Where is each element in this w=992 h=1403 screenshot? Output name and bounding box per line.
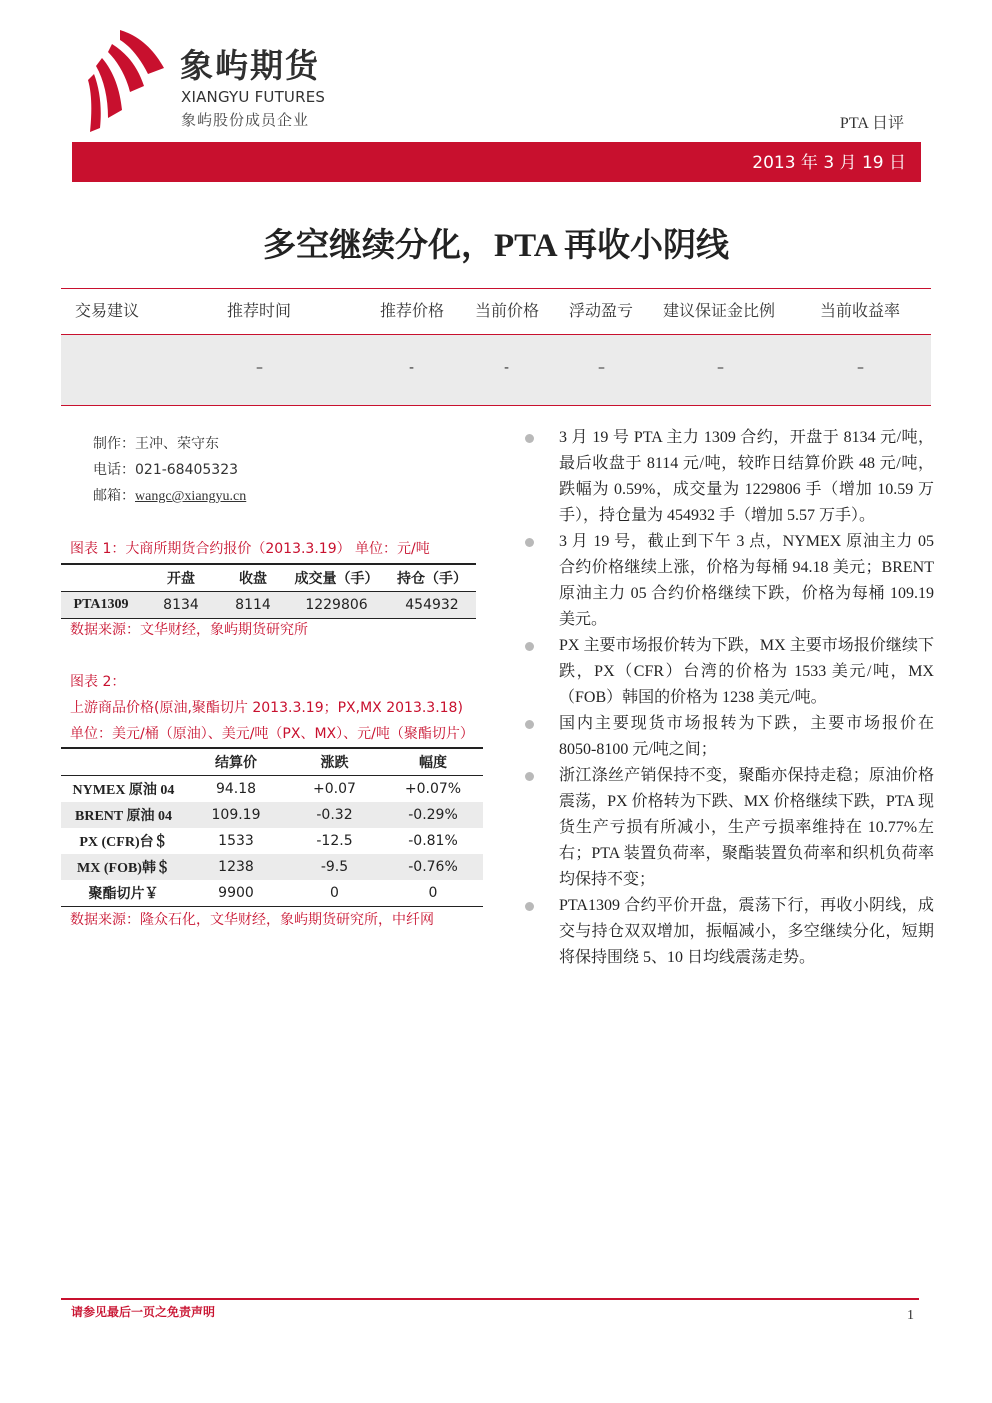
table-cell: 1533 xyxy=(218,833,254,849)
table-row xyxy=(61,592,476,619)
header-cell: 幅度 xyxy=(419,755,447,771)
list-item xyxy=(524,893,934,971)
disclaimer-note: 请参见最后一页之免责声明 xyxy=(71,1305,216,1319)
report-date: 2013 年 3 月 19 日 xyxy=(752,153,906,173)
logo-english-name: XIANGYU FUTURES xyxy=(181,88,326,106)
author-line: 制作：王冲、荣守东 xyxy=(93,436,219,452)
rec-header-cell: 推荐时间 xyxy=(227,301,292,320)
header-cell: 成交量（手） xyxy=(294,571,379,587)
bullet-icon xyxy=(525,772,534,781)
table-cell: 1229806 xyxy=(285,592,388,619)
table-cell: -0.32 xyxy=(286,802,383,828)
row-label: PX (CFR)台＄ xyxy=(79,835,168,850)
bullet-icon xyxy=(525,538,534,547)
row-label: PTA1309 xyxy=(61,592,141,619)
header-cell: 持仓（手） xyxy=(397,571,467,587)
phone-line: 电话：021-68405323 xyxy=(93,462,239,478)
email-link[interactable]: wangc@xiangyu.cn xyxy=(135,489,247,504)
rec-table-body xyxy=(61,335,931,405)
table-row xyxy=(61,776,483,803)
table-cell: 0 xyxy=(428,885,438,901)
bullet-icon xyxy=(525,902,534,911)
table-cell: +0.07% xyxy=(404,781,462,797)
logo-chinese-name: 象屿期货 xyxy=(180,46,320,85)
report-title: 多空继续分化，PTA 再收小阴线 xyxy=(263,228,729,264)
rec-header-cell: 建议保证金比例 xyxy=(663,301,776,320)
table-cell: +0.07 xyxy=(313,781,356,797)
bullet-icon xyxy=(525,720,534,729)
table1-source: 数据来源：文华财经，象屿期货研究所 xyxy=(70,622,308,638)
rec-value-cell: - xyxy=(504,360,510,376)
rec-table-bottom-rule xyxy=(61,405,931,406)
table-cell: -0.29% xyxy=(383,802,483,828)
row-label: BRENT 原油 04 xyxy=(61,802,186,828)
table1-title: 图表 1：大商所期货合约报价（2013.3.19） 单位：元/吨 xyxy=(70,541,430,557)
rec-value-cell: – xyxy=(857,360,864,376)
email-label: 邮箱： xyxy=(93,488,135,504)
row-label: MX (FOB)韩＄ xyxy=(61,854,186,880)
table-cell: -0.76% xyxy=(383,854,483,880)
header-cell: 收盘 xyxy=(239,571,267,587)
rec-table-header xyxy=(61,289,931,334)
table-cell: 94.18 xyxy=(215,781,257,797)
table-row xyxy=(61,880,483,907)
list-item xyxy=(524,711,934,763)
footer-rule xyxy=(61,1298,919,1300)
market-commentary-list xyxy=(524,425,934,971)
header-cell: 结算价 xyxy=(215,755,257,771)
table2-title: 图表 2： xyxy=(70,674,126,690)
list-item xyxy=(524,633,934,711)
report-type: PTA 日评 xyxy=(839,115,904,132)
list-item-text: PX 主要市场报价转为下跌，MX 主要市场报价继续下跌，PX（CFR）台湾的价格为 1533 美元/吨，MX（FOB）韩国的价格为 1238 美元/吨。 xyxy=(559,637,934,706)
table2-source: 数据来源：隆众石化，文华财经，象屿期货研究所，中纤网 xyxy=(70,912,434,928)
rec-header-cell: 当前收益率 xyxy=(820,301,901,320)
table-row xyxy=(61,802,483,828)
table-row xyxy=(61,828,483,854)
list-item-text: PTA1309 合约平价开盘，震荡下行，再收小阴线，成交与持仓双双增加，振幅减小，多空继续分化，短期将保持围绕 5、10 日均线震荡走势。 xyxy=(559,897,934,966)
table-header-row xyxy=(61,748,483,776)
list-item xyxy=(524,529,934,633)
list-item-text: 国内主要现货市场报转为下跌，主要市场报价在 8050-8100 元/吨之间； xyxy=(559,715,934,758)
rec-value-cell: – xyxy=(256,360,263,376)
table-cell: -12.5 xyxy=(316,833,353,849)
list-item-text: 浙江涤丝产销保持不变，聚酯亦保持走稳；原油价格震荡，PX 价格转为下跌、MX 价格继续下跌，PTA 现货生产亏损有所减小，生产亏损率维持在 10.77%左右；PTA 装置负荷率，聚酯装置负荷率和织机负荷率均保持不变； xyxy=(559,767,934,888)
list-item-text: 3 月 19 号 PTA 主力 1309 合约，开盘于 8134 元/吨，最后收盘于 8114 元/吨，较昨日结算价跌 48 元/吨，跌幅为 0.59%，成交量为 1229806 手（增加 10.59 万手），持仓量为 454932 手（增加 5.57 万手）。 xyxy=(559,429,934,524)
rec-header-cell: 推荐价格 xyxy=(380,301,445,320)
table-header-row xyxy=(61,564,476,592)
company-logo-mark xyxy=(88,28,168,133)
bullet-icon xyxy=(525,434,534,443)
table-cell: 1238 xyxy=(186,854,286,880)
table2-units: 单位：美元/桶（原油）、美元/吨（PX、MX）、元/吨（聚酯切片） xyxy=(70,726,474,742)
rec-value-cell: – xyxy=(717,360,724,376)
table-cell: 0 xyxy=(330,885,339,901)
list-item xyxy=(524,425,934,529)
list-item-text: 3 月 19 号，截止到下午 3 点，NYMEX 原油主力 05 合约价格继续上涨，价格为每桶 94.18 美元；BRENT 原油主力 05 合约价格继续下跌，价格为每桶 109.19 美元。 xyxy=(559,533,934,628)
rec-header-cell: 浮动盈亏 xyxy=(569,301,634,320)
upstream-price-table xyxy=(61,747,483,907)
header-cell: 涨跌 xyxy=(320,755,349,771)
logo-subtitle: 象屿股份成员企业 xyxy=(181,111,310,129)
rec-value-cell: – xyxy=(598,360,605,376)
table-cell: 109.19 xyxy=(186,802,286,828)
header-cell xyxy=(61,748,186,776)
page-number: 1 xyxy=(907,1308,914,1323)
table-cell: 9900 xyxy=(218,885,254,901)
header-cell xyxy=(61,564,141,592)
table-cell: 8114 xyxy=(221,592,285,619)
table-cell: -0.81% xyxy=(408,833,458,849)
rec-header-cell: 当前价格 xyxy=(475,301,540,320)
table-cell: -9.5 xyxy=(286,854,383,880)
header-cell: 开盘 xyxy=(167,571,195,587)
table-cell: 454932 xyxy=(388,592,476,619)
row-label: NYMEX 原油 04 xyxy=(72,783,175,798)
table-cell: 8134 xyxy=(141,592,221,619)
table-row xyxy=(61,854,483,880)
email-line xyxy=(93,486,246,507)
rec-value-cell: - xyxy=(409,360,415,376)
row-label: 聚酯切片￥ xyxy=(88,887,159,902)
futures-quote-table xyxy=(61,563,476,619)
bullet-icon xyxy=(525,642,534,651)
rec-header-cell: 交易建议 xyxy=(75,301,140,320)
table2-subtitle: 上游商品价格(原油,聚酯切片 2013.3.19；PX,MX 2013.3.18) xyxy=(70,700,463,716)
list-item xyxy=(524,763,934,893)
